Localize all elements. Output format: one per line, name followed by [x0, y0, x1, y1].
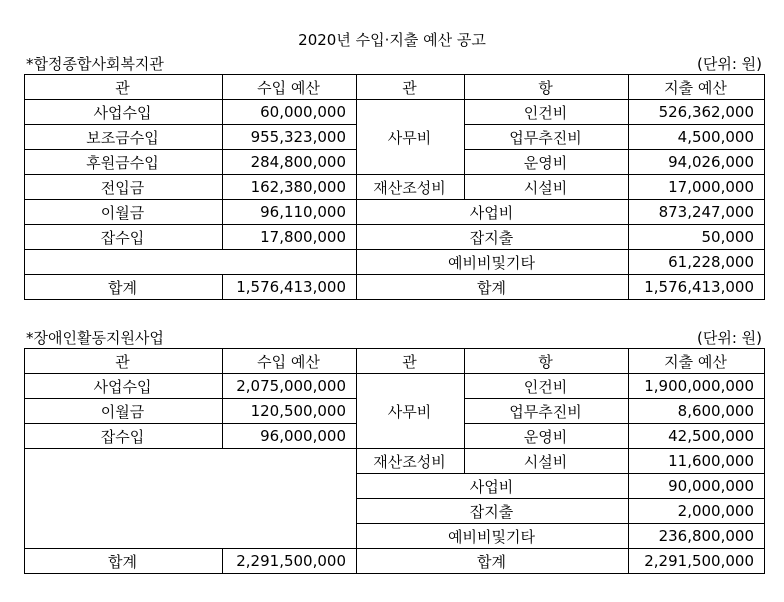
page-title: 2020년 수입·지출 예산 공고	[298, 31, 486, 49]
expense-item: 사업비	[357, 200, 629, 225]
section-title: *합정종합사회복지관	[26, 55, 164, 73]
header-income-gwan: 관	[25, 75, 223, 100]
expense-amount: 4,500,000	[629, 125, 765, 150]
expense-hang: 시설비	[465, 449, 629, 474]
income-total-label: 합계	[25, 549, 223, 574]
total-row	[25, 549, 765, 574]
expense-hang: 운영비	[465, 424, 629, 449]
expense-amount: 42,500,000	[629, 424, 765, 449]
income-gwan: 이월금	[25, 200, 223, 225]
income-gwan: 사업수입	[25, 100, 223, 125]
expense-amount: 8,600,000	[629, 399, 765, 424]
unit-label: (단위: 원)	[697, 55, 762, 73]
expense-amount: 11,600,000	[629, 449, 765, 474]
expense-amount: 90,000,000	[629, 474, 765, 499]
total-row	[25, 275, 765, 300]
header-expense-gwan: 관	[357, 349, 465, 374]
header-expense-hang: 항	[465, 75, 629, 100]
header-income-budget: 수입 예산	[223, 75, 357, 100]
table-header-row	[25, 75, 765, 100]
table-row	[25, 250, 765, 275]
income-total: 1,576,413,000	[223, 275, 357, 300]
empty-cell	[25, 449, 357, 549]
header-expense-hang: 항	[465, 349, 629, 374]
expense-amount: 873,247,000	[629, 200, 765, 225]
expense-hang: 운영비	[465, 150, 629, 175]
expense-total-label: 합계	[357, 549, 629, 574]
expense-amount: 94,026,000	[629, 150, 765, 175]
income-gwan: 후원금수입	[25, 150, 223, 175]
expense-amount: 50,000	[629, 225, 765, 250]
budget-table	[24, 74, 765, 300]
table-header-row	[25, 349, 765, 374]
expense-total-label: 합계	[357, 275, 629, 300]
table-row	[25, 449, 765, 474]
section-title: *장애인활동지원사업	[26, 329, 164, 347]
income-total: 2,291,500,000	[223, 549, 357, 574]
table-row	[25, 225, 765, 250]
income-gwan: 사업수입	[25, 374, 223, 399]
income-gwan: 잡수입	[25, 424, 223, 449]
expense-hang: 인건비	[465, 100, 629, 125]
header-income-budget: 수입 예산	[223, 349, 357, 374]
expense-amount: 236,800,000	[629, 524, 765, 549]
income-gwan: 잡수입	[25, 225, 223, 250]
expense-item: 잡지출	[357, 225, 629, 250]
table-row	[25, 175, 765, 200]
header-expense-budget: 지출 예산	[629, 349, 765, 374]
table-row	[25, 374, 765, 399]
expense-amount: 1,900,000,000	[629, 374, 765, 399]
expense-total: 1,576,413,000	[629, 275, 765, 300]
empty-cell	[25, 250, 357, 275]
header-expense-gwan: 관	[357, 75, 465, 100]
income-gwan: 이월금	[25, 399, 223, 424]
expense-hang: 시설비	[465, 175, 629, 200]
income-total-label: 합계	[25, 275, 223, 300]
expense-hang: 업무추진비	[465, 399, 629, 424]
income-amount: 284,800,000	[223, 150, 357, 175]
expense-amount: 2,000,000	[629, 499, 765, 524]
expense-item: 사업비	[357, 474, 629, 499]
expense-hang: 인건비	[465, 374, 629, 399]
expense-gwan: 사무비	[357, 374, 465, 449]
expense-amount: 526,362,000	[629, 100, 765, 125]
expense-item: 잡지출	[357, 499, 629, 524]
budget-table	[24, 348, 765, 574]
header-income-gwan: 관	[25, 349, 223, 374]
expense-gwan: 재산조성비	[357, 175, 465, 200]
table-row	[25, 100, 765, 125]
income-amount: 955,323,000	[223, 125, 357, 150]
income-amount: 162,380,000	[223, 175, 357, 200]
header-expense-budget: 지출 예산	[629, 75, 765, 100]
expense-hang: 업무추진비	[465, 125, 629, 150]
income-gwan: 보조금수입	[25, 125, 223, 150]
income-amount: 120,500,000	[223, 399, 357, 424]
expense-total: 2,291,500,000	[629, 549, 765, 574]
expense-gwan: 재산조성비	[357, 449, 465, 474]
expense-item: 예비비및기타	[357, 250, 629, 275]
income-amount: 60,000,000	[223, 100, 357, 125]
table-row	[25, 200, 765, 225]
expense-gwan: 사무비	[357, 100, 465, 175]
expense-item: 예비비및기타	[357, 524, 629, 549]
income-gwan: 전입금	[25, 175, 223, 200]
expense-amount: 17,000,000	[629, 175, 765, 200]
income-amount: 2,075,000,000	[223, 374, 357, 399]
expense-amount: 61,228,000	[629, 250, 765, 275]
income-amount: 96,110,000	[223, 200, 357, 225]
income-amount: 96,000,000	[223, 424, 357, 449]
income-amount: 17,800,000	[223, 225, 357, 250]
unit-label: (단위: 원)	[697, 329, 762, 347]
